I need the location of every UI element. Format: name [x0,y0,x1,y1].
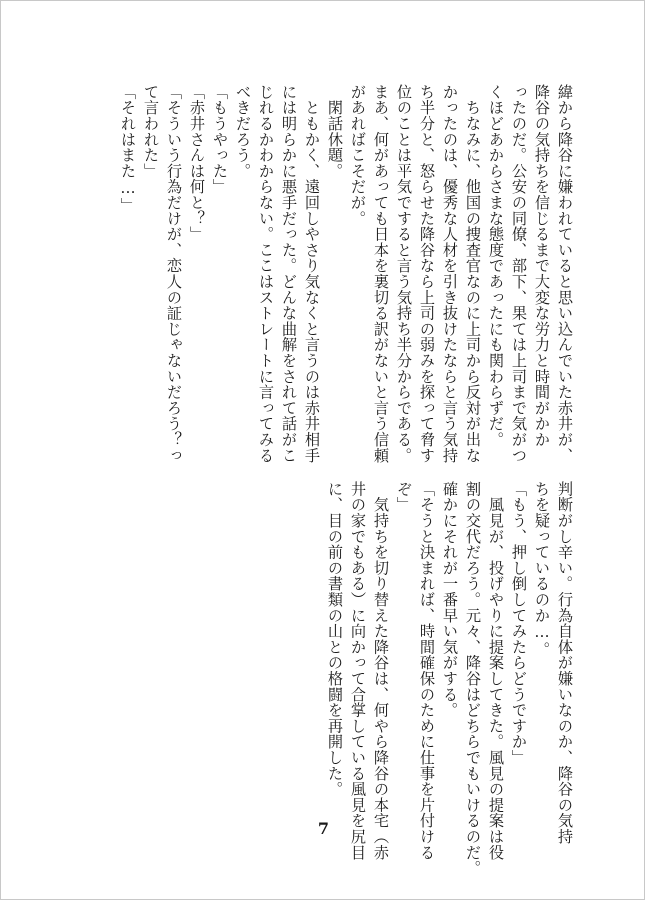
text-line: には明らかに悪手だった。どんな曲解をされて話がこ [280,84,298,464]
text-line: 井の家でもある）に向かって合掌している風見を尻目 [349,481,367,861]
text-line: ちなみに、他国の捜査官なのに上司から反対が出な [464,84,482,464]
text-line: くほどあからさまな態度であったにも関わらずだ。 [487,84,505,448]
page-number: 7 [317,819,330,838]
text-column-bottom [323,481,576,876]
text-line: ちを疑っているのか…。 [533,481,551,658]
text-line: 閑話休題。 [326,84,344,179]
text-line: 「そういう行為だけが、恋人の証じゃないだろう？っ [165,84,183,464]
text-line: 位のことは平気ですると言う気持ち半分からである。 [395,84,413,464]
text-line: 緯から降谷に嫌われていると思い込んでいた赤井が、 [556,84,574,464]
text-line: まあ、何があっても日本を裏切る訳がないと言う信頼 [372,84,390,464]
text-line: 割の交代だろう。元々、降谷はどちらでもいけるのだ。 [464,481,482,876]
text-line: て言われた」 [142,84,160,179]
text-line: べきだろう。 [234,84,252,179]
text-line: 気持ちを切り替えた降谷は、何やら降谷の本宅（赤 [372,481,390,861]
text-line: 判断がし辛い。行為自体が嫌いなのか、降谷の気持 [556,481,574,845]
text-line: 「赤井さんは何と？」 [188,84,206,242]
text-line: じれるかわからない。ここはストレートに言ってみる [257,84,275,464]
text-line: 「もう、押し倒してみたらどうですか」 [510,481,528,766]
text-line: 「そうと決まれば、時間確保のために仕事を片付ける [418,481,436,861]
text-column-top [116,84,576,464]
text-line: 「もうやった」 [211,84,229,195]
text-line: ぞ」 [395,481,413,513]
text-line: 確かにそれが一番早い気がする。 [441,481,459,718]
text-line: 「それはまた…」 [119,84,137,214]
text-line: があればこそだが。 [349,84,367,227]
text-line: ったのだ。公安の同僚、部下、果ては上司まで気がつ [510,84,528,464]
text-line: ともかく、遠回しやさり気なくと言うのは赤井相手 [303,84,321,464]
text-line: 降谷の気持ちを信じるまで大変な労力と時間がかか [533,84,551,448]
text-line: ち半分と、怒らせた降谷なら上司の弱みを探って脅す [418,84,436,464]
text-line: に、目の前の書類の山との格闘を再開した。 [326,481,344,797]
text-line: かったのは、優秀な人材を引き抜けたならと言う気持 [441,84,459,464]
text-line: 風見が、投げやりに提案してきた。風見の提案は役 [487,481,505,861]
